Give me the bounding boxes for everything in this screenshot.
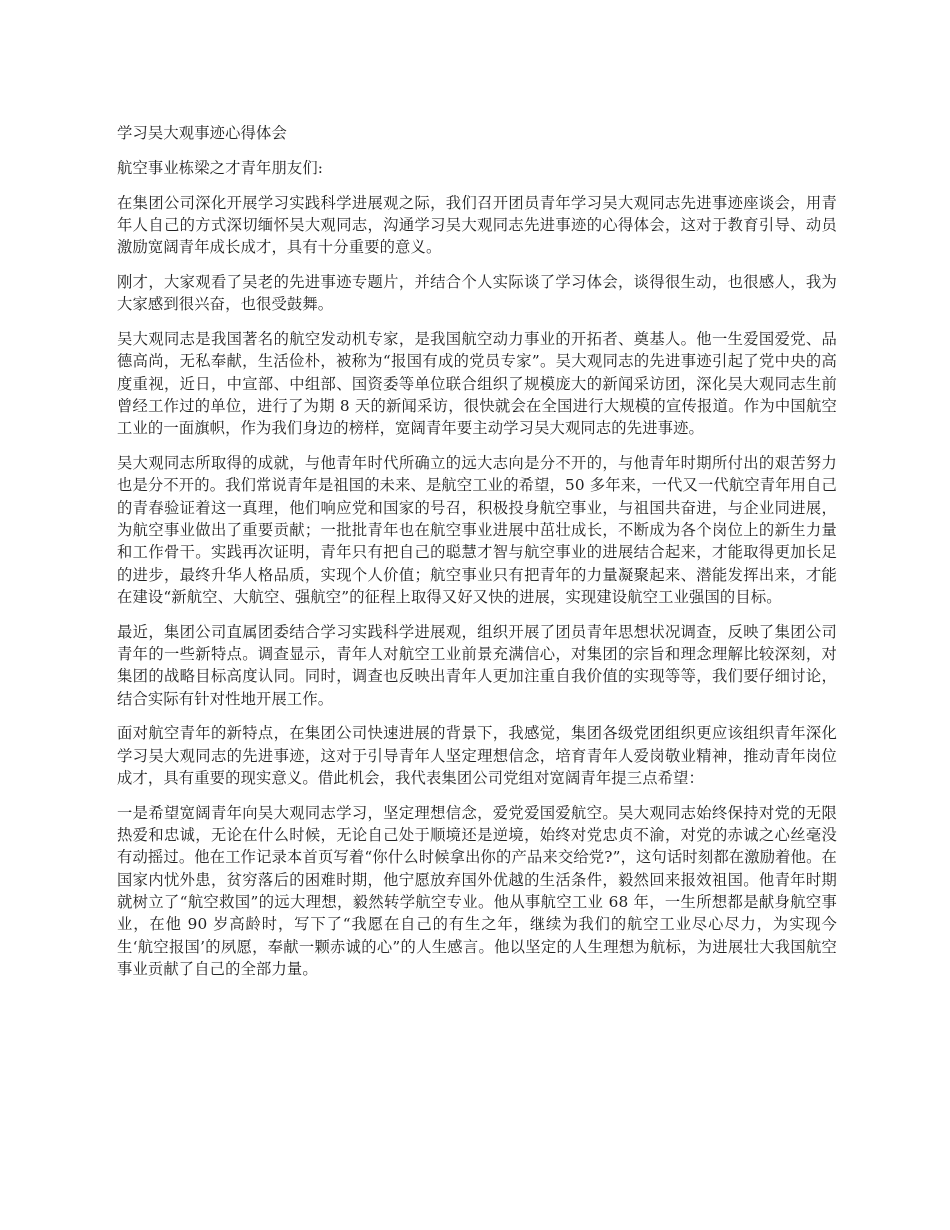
document-page xyxy=(117,122,837,993)
document-title: 学习吴大观事迹心得体会 xyxy=(117,124,287,142)
paragraph-7: 一是希望宽阔青年向吴大观同志学习，坚定理想信念，爱党爱国爱航空。吴大观同志始终保持对党的无限热爱和忠诚，无论在什么时候，无论自己处于顺境还是逆境，始终对党忠贞不渝，对党的赤诚之心丝毫没有动摇过。他在工作记录本首页写着“你什么时候拿出你的产品来交给党?”，这句话时刻都在激励着他。在国家内忧外患，贫穷落后的困难时期，他宁愿放弃国外优越的生活条件，毅然回来报效祖国。他青年时期就树立了“航空救国”的远大理想，毅然转学航空专业。他从事航空工业 68 年，一生所想都是献身航空事业，在他 90 岁高龄时，写下了“我愿在自己的有生之年，继续为我们的航空工业尽心尽力，为实现今生‘航空报国’的夙愿，奉献一颗赤诚的心”的人生感言。他以坚定的人生理想为航标，为进展壮大我国航空事业贡献了自己的全部力量。 xyxy=(117,803,837,978)
salutation: 航空事业栋梁之才青年朋友们: xyxy=(117,158,324,177)
paragraph-5: 最近，集团公司直属团委结合学习实践科学进展观，组织开展了团员青年思想状况调查，反映了集团公司青年的一些新特点。调查显示，青年人对航空工业前景充满信心，对集团的宗旨和理念理解比较深刻，对集团的战略目标高度认同。同时，调查也反映出青年人更加注重自我价值的实现等等，我们要仔细讨论，结合实际有针对性地开展工作。 xyxy=(117,622,837,708)
paragraph-2: 刚才，大家观看了吴老的先进事迹专题片，并结合个人实际谈了学习体会，谈得很生动，也很感人，我为大家感到很兴奋，也很受鼓舞。 xyxy=(117,272,837,314)
paragraph-4: 吴大观同志所取得的成就，与他青年时代所确立的远大志向是分不开的，与他青年时期所付出的艰苦努力也是分不开的。我们常说青年是祖国的未来、是航空工业的希望，50 多年来，一代又一代航空青年用自己的青春验证着这一真理，他们响应党和国家的号召，积极投身航空事业，与祖国共奋进，与企业同进展，为航空事业做出了重要贡献；一批批青年也在航空事业进展中茁壮成长，不断成为各个岗位上的新生力量和工作骨干。实践再次证明，青年只有把自己的聪慧才智与航空事业的进展结合起来，才能取得更加长足的进步，最终升华人格品质，实现个人价值；航空事业只有把青年的力量凝聚起来、潜能发挥出来，才能在建设“新航空、大航空、强航空”的征程上取得又好又快的进展，实现建设航空工业强国的目标。 xyxy=(117,454,837,606)
paragraph-3: 吴大观同志是我国著名的航空发动机专家，是我国航空动力事业的开拓者、奠基人。他一生爱国爱党、品德高尚，无私奉献，生活俭朴，被称为“报国有成的党员专家”。吴大观同志的先进事迹引起了党中央的高度重视，近日，中宣部、中组部、国资委等单位联合组织了规模庞大的新闻采访团，深化吴大观同志生前曾经工作过的单位，进行了为期 8 天的新闻采访，很快就会在全国进行大规模的宣传报道。作为中国航空工业的一面旗帜，作为我们身边的榜样，宽阔青年要主动学习吴大观同志的先进事迹。 xyxy=(117,330,837,438)
paragraph-6: 面对航空青年的新特点，在集团公司快速进展的背景下，我感觉，集团各级党团组织更应该组织青年深化学习吴大观同志的先进事迹，这对于引导青年人坚定理想信念，培育青年人爱岗敬业精神，推动青年岗位成才，具有重要的现实意义。借此机会，我代表集团公司党组对宽阔青年提三点希望： xyxy=(117,724,837,787)
paragraph-1: 在集团公司深化开展学习实践科学进展观之际，我们召开团员青年学习吴大观同志先进事迹座谈会，用青年人自己的方式深切缅怀吴大观同志，沟通学习吴大观同志先进事迹的心得体会，这对于教育引导、动员激励宽阔青年成长成才，具有十分重要的意义。 xyxy=(117,193,837,257)
